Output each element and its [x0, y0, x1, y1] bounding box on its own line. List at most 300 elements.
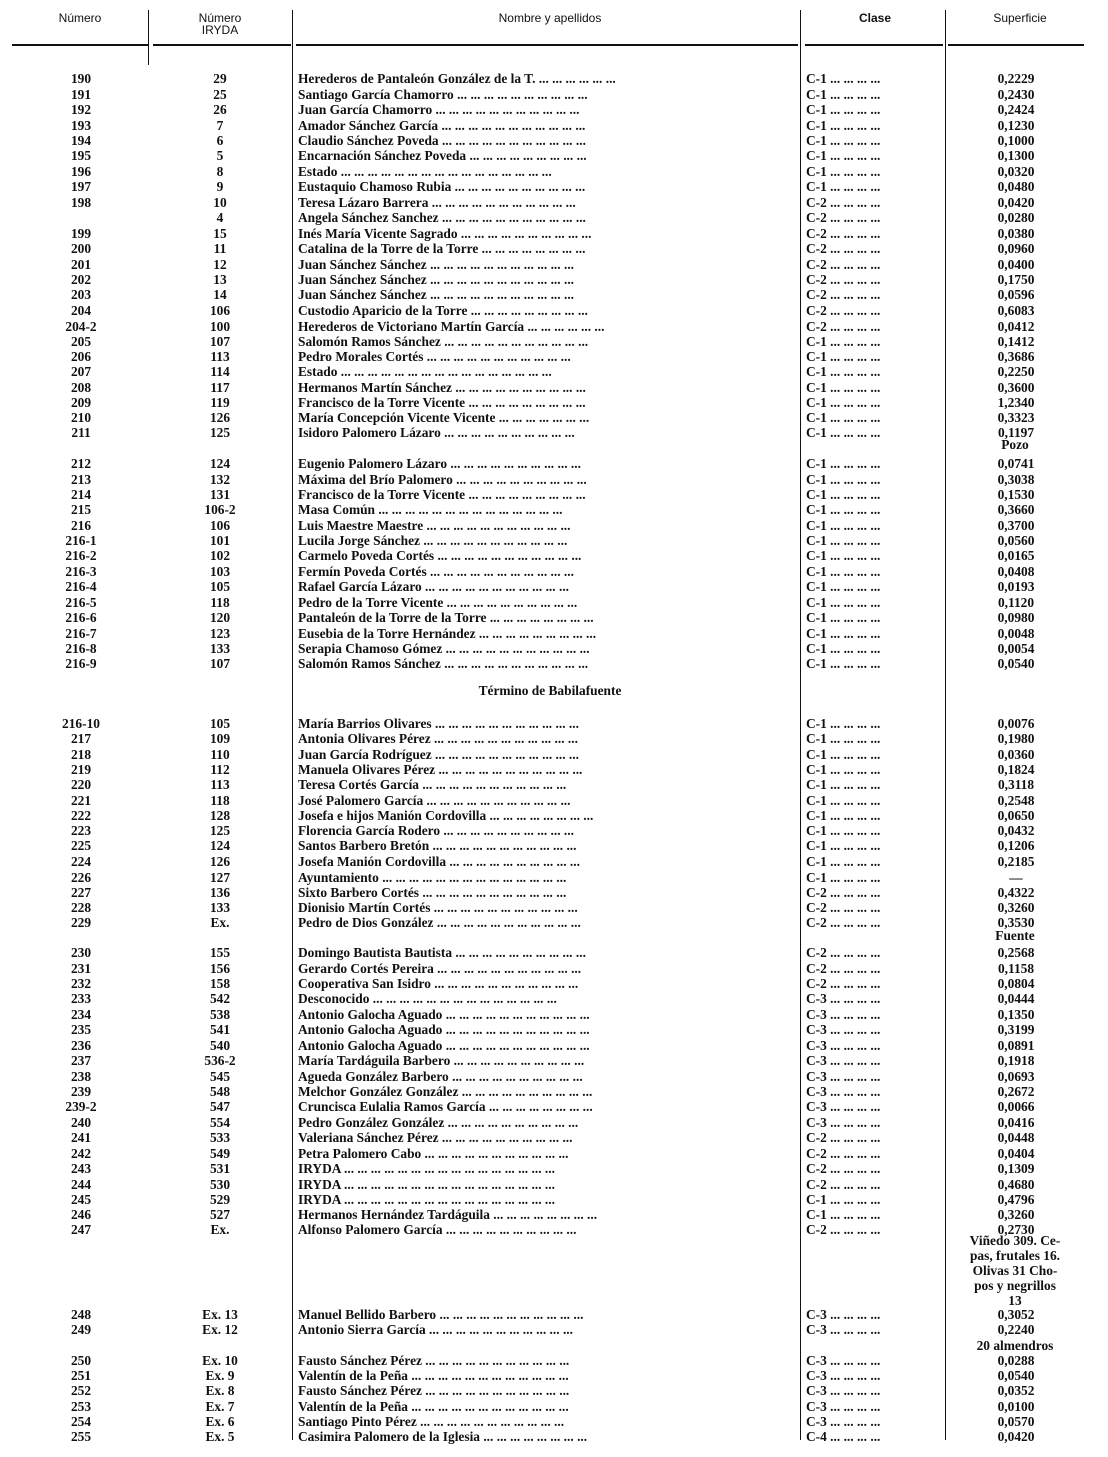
cell-nombre: Sixto Barbero Cortés ... ... ... ... ... ... ... ... ... ... ...	[298, 885, 567, 900]
cell-clase: C-2 ... ... ... ...	[806, 915, 881, 930]
cell-superficie: 0,1530	[997, 487, 1035, 502]
cell-clase: C-2 ... ... ... ...	[806, 272, 881, 287]
cell-clase: C-2 ... ... ... ...	[806, 885, 881, 900]
cell-clase: C-1 ... ... ... ...	[806, 641, 881, 656]
cell-numero-iryda: Ex. 6	[205, 1414, 235, 1429]
cell-clase: C-1 ... ... ... ...	[806, 87, 881, 102]
cell-nombre: Custodio Aparicio de la Torre ... ... ... ... ... ... ... ... ...	[298, 303, 588, 318]
table-row	[0, 1084, 1108, 1099]
note-vinedo-line: 13	[1008, 1293, 1022, 1308]
table-row	[0, 1307, 1108, 1322]
cell-numero-iryda: 10	[213, 195, 227, 210]
cell-nombre: Eusebia de la Torre Hernández ... ... ... ... ... ... ... ... ...	[298, 626, 597, 641]
cell-nombre: Antonio Sierra García ... ... ... ... ... ... ... ... ... ... ...	[298, 1322, 573, 1337]
cell-numero: 211	[71, 425, 91, 440]
cell-numero: 192	[70, 102, 92, 117]
cell-superficie: 0,1918	[997, 1053, 1035, 1068]
cell-clase: C-3 ... ... ... ...	[806, 1307, 881, 1322]
cell-clase: C-2 ... ... ... ...	[806, 257, 881, 272]
cell-nombre: Encarnación Sánchez Poveda ... ... ... ... ... ... ... ... ...	[298, 148, 587, 163]
cell-clase: C-3 ... ... ... ...	[806, 1038, 881, 1053]
cell-numero: 224	[70, 854, 92, 869]
cell-numero: 243	[70, 1161, 92, 1176]
cell-numero-iryda: 126	[209, 410, 231, 425]
cell-nombre: Hermanos Hernández Tardáguila ... ... ... ... ... ... ... ...	[298, 1207, 598, 1222]
cell-numero-iryda: 549	[209, 1146, 231, 1161]
table-row	[0, 1038, 1108, 1053]
cell-nombre: Eustaquio Chamoso Rubia ... ... ... ... ... ... ... ... ... ...	[298, 179, 586, 194]
cell-numero: 221	[70, 793, 92, 808]
cell-numero-iryda: 133	[209, 900, 231, 915]
table-row	[0, 1207, 1108, 1222]
cell-nombre: Herederos de Victoriano Martín García ... ... ... ... ... ...	[298, 319, 605, 334]
cell-nombre: Pedro de la Torre Vicente ... ... ... ... ... ... ... ... ... ...	[298, 595, 578, 610]
cell-numero-iryda: 6	[216, 133, 224, 148]
cell-clase: C-1 ... ... ... ...	[806, 102, 881, 117]
cell-clase: C-3 ... ... ... ...	[806, 1115, 881, 1130]
cell-numero-iryda: 107	[209, 334, 231, 349]
cell-superficie: 0,0320	[997, 164, 1035, 179]
table-row	[0, 1130, 1108, 1145]
table-row	[0, 518, 1108, 533]
table-row	[0, 272, 1108, 287]
column-divider	[148, 10, 149, 65]
table-row	[0, 579, 1108, 594]
cell-nombre: Catalina de la Torre de la Torre ... ... ... ... ... ... ... ...	[298, 241, 586, 256]
cell-nombre: Santos Barbero Bretón ... ... ... ... ... ... ... ... ... ... ...	[298, 838, 577, 853]
cell-clase: C-1 ... ... ... ...	[806, 349, 881, 364]
cell-numero: 196	[70, 164, 92, 179]
cell-numero: 209	[70, 395, 92, 410]
cell-nombre: Claudio Sánchez Poveda ... ... ... ... ... ... ... ... ... ... ...	[298, 133, 586, 148]
cell-numero: 251	[70, 1368, 92, 1383]
cell-numero: 216-10	[62, 716, 100, 731]
cell-nombre: Masa Común ... ... ... ... ... ... ... ... ... ... ... ... ... ...	[298, 502, 563, 517]
cell-clase: C-3 ... ... ... ...	[806, 1022, 881, 1037]
table-row	[0, 610, 1108, 625]
cell-nombre: Pantaleón de la Torre de la Torre ... ... ... ... ... ... ... ...	[298, 610, 594, 625]
note-vinedo-line: pos y negrillos	[974, 1278, 1056, 1293]
cell-clase: C-1 ... ... ... ...	[806, 595, 881, 610]
cell-nombre: Salomón Ramos Sánchez ... ... ... ... ... ... ... ... ... ... ...	[298, 656, 589, 671]
cell-clase: C-1 ... ... ... ...	[806, 823, 881, 838]
cell-superficie: 0,3260	[997, 900, 1035, 915]
cell-numero: 230	[70, 945, 92, 960]
cell-numero: 236	[70, 1038, 92, 1053]
cell-numero: 235	[70, 1022, 92, 1037]
cell-superficie: 0,0054	[997, 641, 1035, 656]
cell-numero-iryda: 102	[209, 548, 231, 563]
cell-numero-iryda: 125	[209, 823, 231, 838]
table-row	[0, 1399, 1108, 1414]
cell-clase: C-2 ... ... ... ...	[806, 945, 881, 960]
cell-numero-iryda: 114	[210, 364, 230, 379]
cell-numero: 216-1	[65, 533, 97, 548]
cell-nombre: Isidoro Palomero Lázaro ... ... ... ... ... ... ... ... ... ...	[298, 425, 575, 440]
cell-superficie: 0,3323	[997, 410, 1035, 425]
cell-clase: C-1 ... ... ... ...	[806, 533, 881, 548]
cell-numero-iryda: 15	[213, 226, 227, 241]
cell-nombre: Rafael García Lázaro ... ... ... ... ... ... ... ... ... ... ...	[298, 579, 570, 594]
table-row	[0, 1414, 1108, 1429]
cell-clase: C-2 ... ... ... ...	[806, 1222, 881, 1237]
table-row	[0, 731, 1108, 746]
cell-superficie: 0,0540	[997, 656, 1035, 671]
cell-clase: C-1 ... ... ... ...	[806, 487, 881, 502]
cell-numero: 193	[70, 118, 92, 133]
cell-superficie: 0,1350	[997, 1007, 1035, 1022]
cell-superficie: 0,1120	[997, 595, 1035, 610]
table-row	[0, 762, 1108, 777]
cell-nombre: Santiago Pinto Pérez ... ... ... ... ... ... ... ... ... ... ...	[298, 1414, 565, 1429]
cell-clase: C-1 ... ... ... ...	[806, 364, 881, 379]
cell-numero-iryda: 133	[209, 641, 231, 656]
cell-nombre: Francisco de la Torre Vicente ... ... ... ... ... ... ... ... ...	[298, 487, 586, 502]
cell-numero: 203	[70, 287, 92, 302]
cell-numero: 216-3	[65, 564, 97, 579]
cell-numero-iryda: 531	[209, 1161, 231, 1176]
cell-numero: 191	[70, 87, 92, 102]
cell-superficie: 0,2240	[997, 1322, 1035, 1337]
table-row	[0, 870, 1108, 885]
table-row	[0, 257, 1108, 272]
cell-clase: C-3 ... ... ... ...	[806, 1383, 881, 1398]
cell-numero: 249	[70, 1322, 92, 1337]
cell-clase: C-3 ... ... ... ...	[806, 1069, 881, 1084]
note-vinedo-line: pas, frutales 16.	[969, 1248, 1060, 1263]
cell-superficie: 0,0650	[997, 808, 1035, 823]
cell-superficie: 1,2340	[997, 395, 1035, 410]
cell-numero-iryda: 112	[210, 762, 230, 777]
cell-superficie: 0,0412	[997, 319, 1035, 334]
cell-nombre: Carmelo Poveda Cortés ... ... ... ... ... ... ... ... ... ... ...	[298, 548, 582, 563]
cell-clase: C-2 ... ... ... ...	[806, 961, 881, 976]
cell-numero-iryda: 527	[209, 1207, 231, 1222]
cell-clase: C-1 ... ... ... ...	[806, 838, 881, 853]
cell-superficie: 0,0076	[997, 716, 1035, 731]
cell-clase: C-2 ... ... ... ...	[806, 226, 881, 241]
cell-superficie: 0,1197	[997, 425, 1035, 440]
cell-numero-iryda: 106	[209, 303, 231, 318]
cell-clase: C-1 ... ... ... ...	[806, 133, 881, 148]
cell-numero-iryda: 530	[209, 1177, 231, 1192]
cell-numero: 202	[70, 272, 92, 287]
cell-nombre: Pedro Morales Cortés ... ... ... ... ... ... ... ... ... ... ...	[298, 349, 571, 364]
table-row	[0, 854, 1108, 869]
cell-numero-iryda: 9	[216, 179, 224, 194]
cell-numero-iryda: 100	[209, 319, 231, 334]
table-row	[0, 456, 1108, 471]
cell-numero-iryda: 541	[209, 1022, 231, 1037]
col-header-numero-iryda-2: IRYDA	[201, 23, 239, 37]
cell-clase: C-1 ... ... ... ...	[806, 808, 881, 823]
cell-numero: 205	[70, 334, 92, 349]
cell-nombre: Estado ... ... ... ... ... ... ... ... ... ... ... ... ... ... ... ...	[298, 364, 552, 379]
cell-numero: 216-7	[65, 626, 97, 641]
cell-superficie: 0,0400	[997, 257, 1035, 272]
cell-numero-iryda: 117	[210, 380, 230, 395]
cell-superficie: 0,3118	[997, 777, 1035, 792]
cell-superficie: 0,0048	[997, 626, 1035, 641]
cell-numero: 216-5	[65, 595, 97, 610]
table-row	[0, 502, 1108, 517]
note-fuente: Fuente	[995, 928, 1035, 943]
table-row	[0, 915, 1108, 930]
cell-superficie: 0,2424	[997, 102, 1035, 117]
cell-numero-iryda: 124	[209, 838, 231, 853]
note-pozo: Pozo	[1001, 437, 1029, 452]
cell-clase: C-1 ... ... ... ...	[806, 731, 881, 746]
cell-numero-iryda: 113	[210, 349, 230, 364]
header-rule	[948, 44, 1084, 46]
cell-nombre: Lucila Jorge Sánchez ... ... ... ... ... ... ... ... ... ... ...	[298, 533, 568, 548]
table-row	[0, 1368, 1108, 1383]
cell-clase: C-2 ... ... ... ...	[806, 1161, 881, 1176]
cell-numero: 195	[70, 148, 92, 163]
cell-nombre: Luis Maestre Maestre ... ... ... ... ... ... ... ... ... ... ...	[298, 518, 571, 533]
cell-superficie: 0,3530	[997, 915, 1035, 930]
cell-numero: 245	[70, 1192, 92, 1207]
cell-numero-iryda: 12	[213, 257, 227, 272]
cell-superficie: 0,0165	[997, 548, 1035, 563]
table-row	[0, 747, 1108, 762]
cell-numero: 241	[70, 1130, 92, 1145]
cell-numero: 253	[70, 1399, 92, 1414]
cell-numero: 252	[70, 1383, 92, 1398]
table-row	[0, 1022, 1108, 1037]
cell-numero: 216-6	[65, 610, 97, 625]
cell-clase: C-1 ... ... ... ...	[806, 854, 881, 869]
note-vinedo-line: Olivas 31 Cho-	[972, 1263, 1058, 1278]
cell-numero: 214	[70, 487, 92, 502]
cell-numero-iryda: 120	[209, 610, 231, 625]
cell-numero-iryda: 29	[213, 71, 227, 86]
cell-numero: 216-9	[65, 656, 97, 671]
cell-clase: C-1 ... ... ... ...	[806, 1192, 881, 1207]
cell-clase: C-1 ... ... ... ...	[806, 380, 881, 395]
cell-clase: C-3 ... ... ... ...	[806, 1414, 881, 1429]
cell-numero-iryda: 5	[216, 148, 224, 163]
cell-clase: C-2 ... ... ... ...	[806, 900, 881, 915]
cell-numero: 216	[70, 518, 92, 533]
cell-superficie: 0,0432	[997, 823, 1035, 838]
cell-nombre: Pedro de Dios González ... ... ... ... ... ... ... ... ... ... ...	[298, 915, 581, 930]
table-row	[0, 823, 1108, 838]
cell-numero: 216-8	[65, 641, 97, 656]
cell-clase: C-1 ... ... ... ...	[806, 626, 881, 641]
cell-nombre: Antonio Galocha Aguado ... ... ... ... ... ... ... ... ... ... ...	[298, 1038, 590, 1053]
cell-clase: C-1 ... ... ... ...	[806, 456, 881, 471]
cell-superficie: 0,1000	[997, 133, 1035, 148]
table-row	[0, 1069, 1108, 1084]
cell-numero-iryda: Ex. 7	[205, 1399, 235, 1414]
cell-nombre: Pedro González González ... ... ... ... ... ... ... ... ... ...	[298, 1115, 579, 1130]
table-row	[0, 976, 1108, 991]
table-row	[0, 1177, 1108, 1192]
cell-numero: 201	[70, 257, 92, 272]
cell-nombre: Cruncisca Eulalia Ramos García ... ... ... ... ... ... ... ...	[298, 1099, 593, 1114]
cell-superficie: 0,1206	[997, 838, 1035, 853]
cell-nombre: Antonio Galocha Aguado ... ... ... ... ... ... ... ... ... ... ...	[298, 1022, 590, 1037]
cell-numero-iryda: Ex. 5	[205, 1429, 235, 1444]
table-row	[0, 533, 1108, 548]
table-row	[0, 179, 1108, 194]
cell-numero-iryda: 4	[216, 210, 224, 225]
cell-clase: C-2 ... ... ... ...	[806, 195, 881, 210]
cell-clase: C-2 ... ... ... ...	[806, 319, 881, 334]
cell-nombre: IRYDA ... ... ... ... ... ... ... ... ... ... ... ... ... ... ... ...	[298, 1161, 555, 1176]
header-rule	[805, 44, 943, 46]
cell-superficie: 0,0280	[997, 210, 1035, 225]
cell-numero-iryda: 106	[209, 518, 231, 533]
cell-nombre: Antonia Olivares Pérez ... ... ... ... ... ... ... ... ... ... ...	[298, 731, 578, 746]
cell-nombre: Petra Palomero Cabo ... ... ... ... ... ... ... ... ... ... ...	[298, 1146, 569, 1161]
cell-superficie: 0,1309	[997, 1161, 1035, 1176]
table-row	[0, 1383, 1108, 1398]
table-row	[0, 1099, 1108, 1114]
cell-nombre: Agueda González Barbero ... ... ... ... ... ... ... ... ... ...	[298, 1069, 583, 1084]
cell-numero: 225	[70, 838, 92, 853]
cell-superficie: 0,1158	[997, 961, 1035, 976]
cell-nombre: Cooperativa San Isidro ... ... ... ... ... ... ... ... ... ... ...	[298, 976, 579, 991]
cell-numero-iryda: 538	[209, 1007, 231, 1022]
cell-numero: 216-4	[65, 579, 97, 594]
section-title: Término de Babilafuente	[478, 683, 622, 698]
table-row	[0, 487, 1108, 502]
cell-numero-iryda: 124	[209, 456, 231, 471]
cell-nombre: Teresa Cortés García ... ... ... ... ... ... ... ... ... ... ...	[298, 777, 567, 792]
cell-nombre: María Concepción Vicente Vicente ... ... ... ... ... ... ...	[298, 410, 590, 425]
cell-numero: 204-2	[65, 319, 97, 334]
cell-numero: 217	[70, 731, 92, 746]
cell-clase: C-1 ... ... ... ...	[806, 179, 881, 194]
table-row	[0, 380, 1108, 395]
cell-superficie: 0,2250	[997, 364, 1035, 379]
cell-numero-iryda: 158	[209, 976, 231, 991]
table-row	[0, 1053, 1108, 1068]
cell-clase: C-3 ... ... ... ...	[806, 1353, 881, 1368]
table-row	[0, 961, 1108, 976]
col-header-nombre: Nombre y apellidos	[498, 11, 602, 25]
cell-numero: 216-2	[65, 548, 97, 563]
cell-numero-iryda: 529	[209, 1192, 231, 1207]
cell-numero: 244	[70, 1177, 92, 1192]
cell-numero-iryda: Ex. 9	[205, 1368, 235, 1383]
cell-nombre: Manuel Bellido Barbero ... ... ... ... ... ... ... ... ... ... ...	[298, 1307, 584, 1322]
cell-numero: 255	[70, 1429, 92, 1444]
cell-clase: C-1 ... ... ... ...	[806, 579, 881, 594]
cell-clase: C-2 ... ... ... ...	[806, 303, 881, 318]
cell-clase: C-3 ... ... ... ...	[806, 1099, 881, 1114]
table-row	[0, 656, 1108, 671]
table-row	[0, 716, 1108, 731]
cell-clase: C-1 ... ... ... ...	[806, 148, 881, 163]
cell-superficie: 0,0288	[997, 1353, 1035, 1368]
table-row	[0, 287, 1108, 302]
cell-numero-iryda: Ex. 12	[202, 1322, 238, 1337]
cell-numero: 246	[70, 1207, 92, 1222]
cell-superficie: 0,1750	[997, 272, 1035, 287]
cell-numero-iryda: 156	[209, 961, 231, 976]
cell-nombre: Fermín Poveda Cortés ... ... ... ... ... ... ... ... ... ... ...	[298, 564, 574, 579]
cell-numero: 234	[70, 1007, 92, 1022]
cell-numero-iryda: 127	[209, 870, 231, 885]
table-row	[0, 425, 1108, 440]
table-row	[0, 1192, 1108, 1207]
table-row	[0, 991, 1108, 1006]
table-row	[0, 900, 1108, 915]
cell-numero: 248	[70, 1307, 92, 1322]
table-row	[0, 71, 1108, 86]
cell-nombre: Josefa Manión Cordovilla ... ... ... ... ... ... ... ... ... ...	[298, 854, 580, 869]
cell-nombre: Juan García Chamorro ... ... ... ... ... ... ... ... ... ... ...	[298, 102, 580, 117]
table-row	[0, 148, 1108, 163]
cell-numero-iryda: 25	[213, 87, 227, 102]
cell-numero: 223	[70, 823, 92, 838]
table-row	[0, 1007, 1108, 1022]
cell-clase: C-1 ... ... ... ...	[806, 472, 881, 487]
cell-numero-iryda: 26	[213, 102, 227, 117]
cell-superficie: 0,0980	[997, 610, 1035, 625]
cell-numero-iryda: 8	[216, 164, 224, 179]
cell-superficie: 0,2430	[997, 87, 1035, 102]
table-row	[0, 1322, 1108, 1337]
cell-numero: 231	[70, 961, 92, 976]
cell-numero: 204	[70, 303, 92, 318]
cell-nombre: Santiago García Chamorro ... ... ... ... ... ... ... ... ... ...	[298, 87, 588, 102]
cell-superficie: 0,0444	[997, 991, 1035, 1006]
cell-numero-iryda: 7	[216, 118, 224, 133]
table-row	[0, 334, 1108, 349]
cell-numero: 239	[70, 1084, 92, 1099]
cell-numero: 229	[70, 915, 92, 930]
table-row	[0, 364, 1108, 379]
table-row	[0, 226, 1108, 241]
cell-nombre: Manuela Olivares Pérez ... ... ... ... ... ... ... ... ... ... ...	[298, 762, 583, 777]
cell-clase: C-2 ... ... ... ...	[806, 976, 881, 991]
table-row	[0, 87, 1108, 102]
cell-numero-iryda: 536-2	[204, 1053, 236, 1068]
cell-numero: 210	[70, 410, 92, 425]
cell-numero-iryda: 105	[209, 716, 231, 731]
cell-clase: C-1 ... ... ... ...	[806, 564, 881, 579]
table-row	[0, 195, 1108, 210]
table-row	[0, 118, 1108, 133]
cell-numero: 232	[70, 976, 92, 991]
cell-numero: 215	[70, 502, 92, 517]
cell-numero: 250	[70, 1353, 92, 1368]
cell-numero-iryda: 554	[209, 1115, 231, 1130]
cell-superficie: 0,4796	[997, 1192, 1035, 1207]
cell-clase: C-3 ... ... ... ...	[806, 1368, 881, 1383]
table-row	[0, 1161, 1108, 1176]
cell-nombre: Gerardo Cortés Pereira ... ... ... ... ... ... ... ... ... ... ...	[298, 961, 582, 976]
cell-numero-iryda: 118	[210, 793, 230, 808]
cell-numero: 254	[70, 1414, 92, 1429]
cell-numero: 207	[70, 364, 92, 379]
cell-numero-iryda: 545	[209, 1069, 231, 1084]
cell-nombre: Hermanos Martín Sánchez ... ... ... ... ... ... ... ... ... ...	[298, 380, 586, 395]
note-almendros: 20 almendros	[976, 1338, 1054, 1353]
cell-superficie: —	[1009, 870, 1023, 885]
cell-clase: C-1 ... ... ... ...	[806, 518, 881, 533]
table-row	[0, 472, 1108, 487]
cell-nombre: Fausto Sánchez Pérez ... ... ... ... ... ... ... ... ... ... ...	[298, 1353, 570, 1368]
cell-clase: C-1 ... ... ... ...	[806, 870, 881, 885]
cell-numero-iryda: 113	[210, 777, 230, 792]
cell-superficie: 0,3260	[997, 1207, 1035, 1222]
table-row	[0, 595, 1108, 610]
